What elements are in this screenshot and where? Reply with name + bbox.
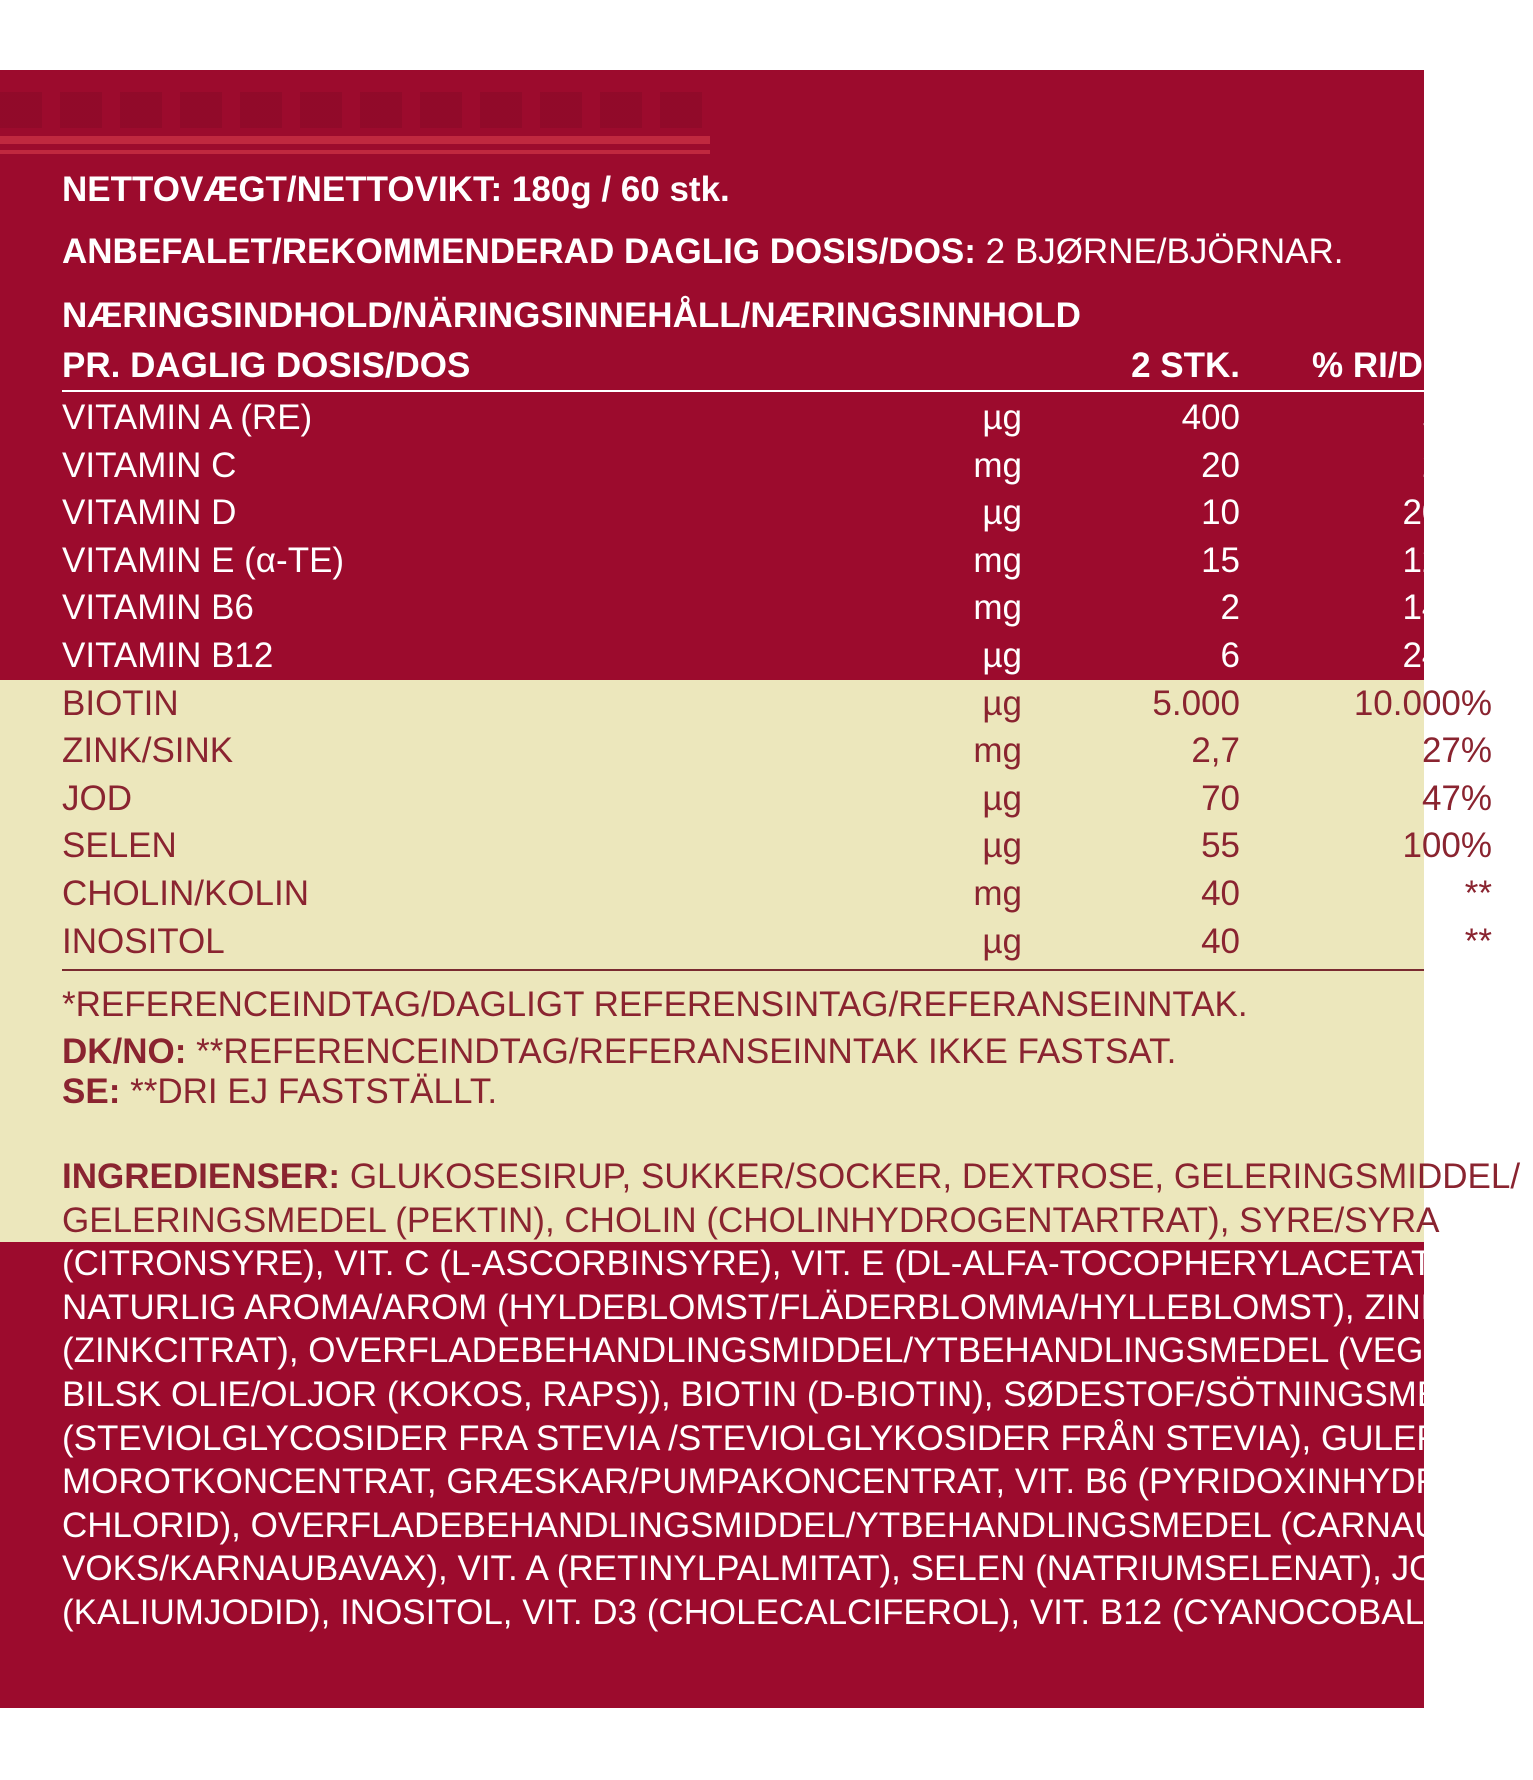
nutrient-amount: 70 [1201,778,1240,818]
footnote-dk-no-text: **REFERENCEINDTAG/REFERANSEINNTAK IKKE FASTSAT. [196,1032,1177,1071]
nutrition-header-percent: % RI/DRI [1312,346,1458,385]
nutrient-row [62,731,1492,778]
nutrient-name: VITAMIN A (RE) [62,398,313,437]
nutrient-name: VITAMIN B6 [62,588,254,628]
nutrient-unit: µg [982,921,1022,961]
footnote-dk-no [62,1032,1176,1072]
nutrition-header-amount: 2 STK. [1131,346,1240,385]
nutrient-amount: 400 [1181,398,1240,437]
nutrient-amount: 2 [1220,588,1240,628]
nutrient-unit: mg [973,445,1022,485]
nutrient-amount: 40 [1201,921,1240,961]
net-weight [62,170,730,210]
ingredients-line [62,1591,1533,1635]
nutrient-name: ZINK/SINK [62,731,234,771]
nutrition-header [62,346,1458,386]
nutrient-amount: 5.000 [1152,683,1240,723]
nutrient-percent: ** [1464,921,1492,961]
ingredients-line [62,1286,1445,1330]
nutrient-amount: 6 [1220,636,1240,675]
nutrient-name: VITAMIN E (α-TE) [62,540,345,580]
nutrient-row [62,445,1492,493]
nutrient-amount: 20 [1201,445,1240,485]
ingredients-line-text: (KALIUMJODID), INOSITOL, VIT. D3 (CHOLECALCIFEROL), VIT. B12 (CYANOCOBALAMIN). [62,1592,1533,1632]
ingredients-line-text: GELERINGSMEDEL (PEKTIN), CHOLIN (CHOLINHYDROGENTARTRAT), SYRE/SYRA [62,1200,1440,1240]
daily-dose-value: 2 BJØRNE/BJÖRNAR. [985,232,1344,271]
nutrient-amount: 15 [1201,540,1240,580]
table-rule [62,969,1424,971]
decorative-stripe [0,136,710,144]
nutrient-unit: mg [973,540,1022,580]
nutrient-name: VITAMIN D [62,493,237,533]
nutrient-unit: µg [982,493,1022,533]
nutrient-name: BIOTIN [62,683,179,723]
nutrient-amount: 10 [1201,493,1240,533]
nutrient-row [62,778,1492,826]
table-rule [62,390,1424,392]
nutrient-row [62,588,1492,635]
nutrient-percent: 240% [1402,636,1492,675]
ingredients-line-text: NATURLIG AROMA/AROM (HYLDEBLOMST/FLÄDERBLOMMA/HYLLEBLOMST), ZINK [62,1287,1445,1327]
footnote-dk-no-label: DK/NO: [62,1032,187,1071]
nutrient-unit: mg [973,731,1022,771]
nutrient-row [62,398,1492,445]
decorative-bear-pattern [0,92,710,128]
nutrient-percent: 100% [1402,826,1492,866]
nutrient-percent: 143% [1402,588,1492,628]
nutrient-percent: 25% [1421,445,1492,485]
nutrient-name: VITAMIN C [62,445,237,485]
footnote-se-label: SE: [62,1072,121,1111]
nutrient-name: SELEN [62,826,177,866]
nutrition-header-label: PR. DAGLIG DOSIS/DOS [62,346,471,385]
nutrient-name: VITAMIN B12 [62,636,274,675]
ingredients-line-text: MOROTKONCENTRAT, GRÆSKAR/PUMPAKONCENTRAT, VIT. B6 (PYRIDOXINHYDRO- [62,1462,1480,1502]
nutrient-row [62,493,1492,540]
ingredients-line [62,1547,1462,1591]
ingredients-line [62,1242,1454,1286]
footnote-se [62,1072,497,1112]
ingredients-line [62,1155,1521,1199]
ingredients-line [62,1460,1480,1504]
nutrient-unit: µg [982,398,1022,437]
ingredients-line-text: (ZINKCITRAT), OVERFLADEBEHANDLINGSMIDDEL/YTBEHANDLINGSMEDEL (VEGETA- [62,1331,1501,1371]
nutrient-unit: µg [982,778,1022,818]
nutrient-unit: mg [973,588,1022,628]
nutrient-percent: ** [1464,874,1492,913]
nutrient-row [62,826,1492,873]
ingredients-line-text: BILSK OLIE/OLJOR (KOKOS, RAPS)), BIOTIN (D-BIOTIN), SØDESTOF/SÖTNINGSMEDEL [62,1374,1509,1414]
ingredients-line [62,1504,1498,1548]
nutrient-percent: 200% [1402,493,1492,533]
nutrient-unit: mg [973,874,1022,913]
nutrient-unit: µg [982,683,1022,723]
nutrient-percent: 10.000% [1353,683,1492,723]
footnote-se-text: **DRI EJ FASTSTÄLLT. [130,1072,498,1111]
nutrient-name: CHOLIN/KOLIN [62,874,309,913]
nutrient-row [62,540,1492,588]
net-weight-label: NETTOVÆGT/NETTOVIKT: [62,170,503,209]
ingredients-line-text: VOKS/KARNAUBAVAX), VIT. A (RETINYLPALMITAT), SELEN (NATRIUMSELENAT), JOD [62,1549,1462,1589]
nutrient-row [62,636,1492,683]
ingredients-line [62,1417,1504,1461]
nutrient-row [62,921,1492,969]
ingredients-line-text: CHLORID), OVERFLADEBEHANDLINGSMIDDEL/YTBEHANDLINGSMEDEL (CARNAUBA- [62,1505,1498,1545]
ingredients-line [62,1199,1440,1243]
ingredients-line-text: (STEVIOLGLYCOSIDER FRA STEVIA /STEVIOLGLYKOSIDER FRÅN STEVIA), GULEROD/ [62,1418,1504,1458]
nutrient-percent: 27% [1421,731,1492,771]
nutrient-percent: 47% [1421,778,1492,818]
ingredients-line-text: GLUKOSESIRUP, SUKKER/SOCKER, DEXTROSE, GELERINGSMIDDEL/ [349,1157,1521,1196]
nutrient-unit: µg [982,826,1022,866]
nutrient-percent: 125% [1402,540,1492,580]
ingredients-label: INGREDIENSER: [62,1157,341,1196]
net-weight-value: 180g / 60 stk. [511,170,730,209]
ingredients-block [62,1155,1533,1635]
nutrient-percent: 50% [1421,398,1492,437]
nutrient-unit: µg [982,636,1022,675]
nutrient-amount: 2,7 [1191,731,1240,771]
footnote-reference-intake: *REFERENCEINDTAG/DAGLIGT REFERENSINTAG/REFERANSEINNTAK. [62,985,1248,1024]
nutrient-amount: 40 [1201,874,1240,913]
ingredients-line-text: (CITRONSYRE), VIT. C (L-ASCORBINSYRE), VIT. E (DL-ALFA-TOCOPHERYLACETAT), [62,1244,1454,1284]
nutrient-row [62,874,1492,921]
nutrient-name: INOSITOL [62,921,225,961]
nutrition-title: NÆRINGSINDHOLD/NÄRINGSINNEHÅLL/NÆRINGSINNHOLD [62,296,1081,335]
ingredients-line [62,1329,1501,1373]
nutrient-amount: 55 [1201,826,1240,866]
decorative-stripe [0,150,710,154]
nutrient-row [62,683,1492,731]
ingredients-line [62,1373,1509,1417]
nutrient-name: JOD [62,778,132,818]
daily-dose [62,232,1344,272]
daily-dose-label: ANBEFALET/REKOMMENDERAD DAGLIG DOSIS/DOS: [62,232,976,271]
